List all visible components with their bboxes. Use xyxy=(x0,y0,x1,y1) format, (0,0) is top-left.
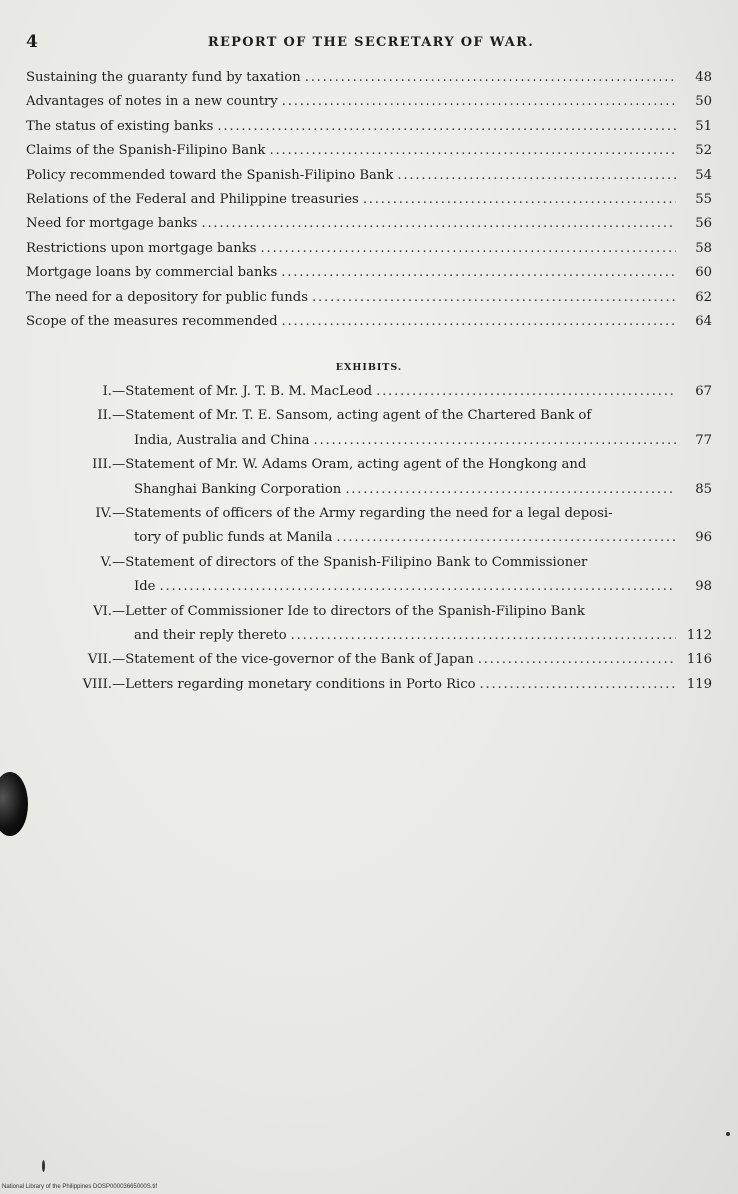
exhibit-title: tory of public funds at Manila xyxy=(134,530,333,546)
dot-leader xyxy=(201,216,676,231)
exhibit-entry xyxy=(26,652,712,676)
exhibit-title: Shanghai Banking Corporation xyxy=(134,481,342,497)
scan-blot xyxy=(0,772,28,836)
toc-entry-title: The status of existing banks xyxy=(26,118,214,134)
em-dash: — xyxy=(112,652,126,668)
exhibit-numeral: VI. xyxy=(93,603,112,619)
exhibit-line xyxy=(26,677,712,701)
em-dash: — xyxy=(112,505,126,521)
exhibit-line xyxy=(26,530,712,554)
dot-leader xyxy=(397,168,676,183)
toc-entry-title: The need for a depository for public funds xyxy=(26,289,308,305)
exhibit-title: Letter of Commissioner Ide to directors of the Spanish-Filipino Bank xyxy=(125,603,585,619)
dot-leader xyxy=(480,677,676,692)
toc-entry-page: 62 xyxy=(695,289,712,305)
toc-entry xyxy=(26,168,712,192)
exhibit-title: Statement of Mr. W. Adams Oram, acting agent of the Hongkong and xyxy=(125,457,587,473)
toc-entry-page: 48 xyxy=(695,70,712,85)
dot-leader xyxy=(376,384,676,399)
exhibit-title: Statement of the vice-governor of the Bank of Japan xyxy=(125,652,474,668)
toc-entry-page: 50 xyxy=(695,94,712,110)
em-dash: — xyxy=(112,408,126,424)
dot-leader xyxy=(314,433,677,448)
exhibit-page: 77 xyxy=(695,432,712,448)
exhibit-title: India, Australia and China xyxy=(134,432,310,448)
exhibit-entry xyxy=(26,506,712,555)
exhibit-numeral: I. xyxy=(102,384,112,399)
exhibit-line xyxy=(26,482,712,506)
toc-entry-page: 51 xyxy=(695,118,712,134)
exhibit-title: Letters regarding monetary conditions in Porto Rico xyxy=(125,676,476,692)
exhibit-numeral: III. xyxy=(92,457,112,473)
toc-entry-title: Advantages of notes in a new country xyxy=(26,94,278,110)
exhibit-numeral: VIII. xyxy=(82,676,112,692)
dot-leader xyxy=(363,192,676,207)
dot-leader xyxy=(217,119,676,134)
toc-entry-title: Restrictions upon mortgage banks xyxy=(26,240,257,256)
exhibit-line xyxy=(26,652,712,676)
dot-leader xyxy=(312,290,676,305)
toc-entry xyxy=(26,94,712,118)
exhibit-title: Statement of Mr. J. T. B. M. MacLeod xyxy=(125,384,373,399)
toc-entry-page: 54 xyxy=(695,167,712,183)
toc-entry xyxy=(26,192,712,216)
toc-entry xyxy=(26,241,712,265)
dot-leader xyxy=(291,628,676,643)
em-dash: — xyxy=(112,457,126,473)
exhibit-line xyxy=(26,408,712,432)
toc-entry-title: Mortgage loans by commercial banks xyxy=(26,265,278,281)
dot-leader xyxy=(270,143,676,158)
exhibit-line xyxy=(26,628,712,652)
table-of-contents xyxy=(26,70,712,338)
toc-entry xyxy=(26,314,712,338)
exhibit-page: 112 xyxy=(686,627,712,643)
exhibit-numeral: V. xyxy=(100,554,112,570)
exhibit-entry xyxy=(26,677,712,701)
toc-entry-title: Need for mortgage banks xyxy=(26,216,198,232)
exhibit-title: and their reply thereto xyxy=(134,627,287,643)
toc-entry xyxy=(26,119,712,143)
dot-leader xyxy=(478,652,676,667)
exhibit-page: 67 xyxy=(695,384,712,399)
toc-entry-title: Claims of the Spanish-Filipino Bank xyxy=(26,143,266,159)
exhibit-entry xyxy=(26,457,712,506)
toc-entry xyxy=(26,143,712,167)
page-number: 4 xyxy=(26,32,38,52)
exhibit-page: 85 xyxy=(695,481,712,497)
exhibit-entry xyxy=(26,555,712,604)
exhibit-title: Statement of Mr. T. E. Sansom, acting agent of the Chartered Bank of xyxy=(125,408,592,424)
toc-entry xyxy=(26,265,712,289)
toc-entry-page: 55 xyxy=(695,191,712,207)
exhibit-line xyxy=(26,604,712,628)
toc-entry xyxy=(26,290,712,314)
exhibit-line xyxy=(26,433,712,457)
exhibit-page: 116 xyxy=(686,652,712,668)
exhibit-entry xyxy=(26,604,712,653)
scan-speck xyxy=(726,1132,730,1136)
em-dash: — xyxy=(112,676,126,692)
scan-footer: National Library of the Philippines DOSP00003665000S.tif xyxy=(2,1184,158,1190)
toc-entry-title: Relations of the Federal and Philippine treasuries xyxy=(26,191,359,207)
exhibit-page: 98 xyxy=(695,579,712,595)
exhibit-line xyxy=(26,555,712,579)
toc-entry xyxy=(26,216,712,240)
toc-entry-title: Sustaining the guaranty fund by taxation xyxy=(26,70,301,85)
toc-entry-page: 64 xyxy=(695,313,712,329)
exhibit-title: Statements of officers of the Army regarding the need for a legal deposi- xyxy=(125,505,613,521)
running-title: REPORT OF THE SECRETARY OF WAR. xyxy=(207,35,535,50)
dot-leader xyxy=(336,530,676,545)
toc-entry-title: Scope of the measures recommended xyxy=(26,313,278,329)
exhibit-line xyxy=(26,579,712,603)
em-dash: — xyxy=(112,554,126,570)
exhibit-entry xyxy=(26,408,712,457)
toc-entry-page: 60 xyxy=(695,265,712,281)
exhibits-list xyxy=(26,384,712,701)
toc-entry-page: 52 xyxy=(695,143,712,159)
exhibit-page: 119 xyxy=(686,676,712,692)
page-header xyxy=(26,32,716,54)
scan-speck xyxy=(42,1160,45,1172)
dot-leader xyxy=(281,265,676,280)
exhibit-entry xyxy=(26,384,712,408)
exhibit-page: 96 xyxy=(695,530,712,546)
em-dash: — xyxy=(112,603,126,619)
dot-leader xyxy=(305,70,676,85)
exhibit-numeral: II. xyxy=(97,408,112,424)
exhibit-line xyxy=(26,457,712,481)
toc-entry xyxy=(26,70,712,94)
toc-entry-page: 58 xyxy=(695,240,712,256)
exhibits-heading: EXHIBITS. xyxy=(335,362,403,373)
exhibit-line xyxy=(26,506,712,530)
exhibit-numeral: VII. xyxy=(87,652,112,668)
exhibit-line xyxy=(26,384,712,408)
dot-leader xyxy=(159,579,676,594)
exhibit-title: Statement of directors of the Spanish-Filipino Bank to Commissioner xyxy=(125,554,588,570)
dot-leader xyxy=(282,314,676,329)
toc-entry-page: 56 xyxy=(695,216,712,232)
dot-leader xyxy=(261,241,676,256)
exhibit-title: Ide xyxy=(134,579,156,595)
dot-leader xyxy=(345,482,676,497)
em-dash: — xyxy=(112,384,126,399)
exhibit-numeral: IV. xyxy=(95,505,112,521)
toc-entry-title: Policy recommended toward the Spanish-Filipino Bank xyxy=(26,167,394,183)
dot-leader xyxy=(282,94,676,109)
